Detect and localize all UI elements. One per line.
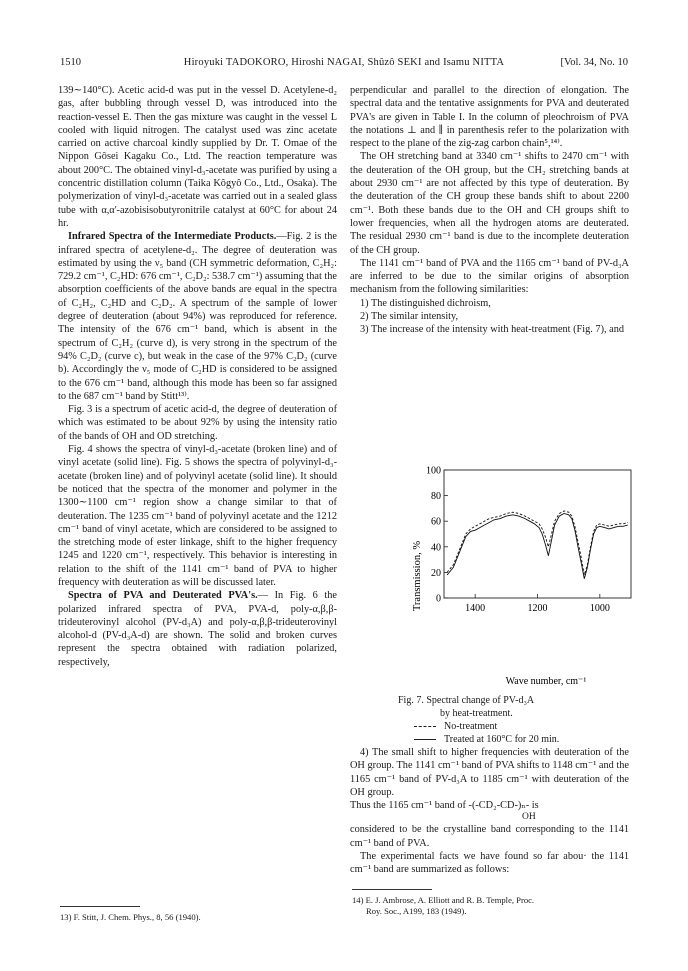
- paragraph: The experimental facts we have found so far abou· the 1141 cm⁻¹ band are summarized as follows:: [350, 851, 629, 876]
- x-tick-label: 1400: [465, 603, 486, 614]
- footnote-rule-right: [352, 889, 432, 890]
- x-tick-label: 1200: [527, 603, 548, 614]
- x-tick-label: 1000: [589, 603, 610, 614]
- formula-oh: OH: [522, 812, 536, 823]
- paragraph-text: —Fig. 2 is the infrared spectra of acetylene-d₂. The degree of deuteration was estimated by using the ν₅ band (CH symmetric deformation, C₂H₂: 729.2 cm⁻¹, C₂HD: 676 cm⁻¹, C₂D₂: 538.7 cm⁻¹) assuming that the absorption coefficients of the above bands are equal in the spectra of C₂H₂, C₂HD and C₂D₂. A spectrum of the sample of lower degree of deuteration (about 94%) was reproduced for reference. The intensity of the 676 cm⁻¹ band, which is absent in the spectrum of C₂H₂ (curve d), is very strong in the spectrum of the 94% C₂D₂ (curve c), but weak in the case of the 97% C₂D₂ (curve b). Accordingly the ν₅ mode of C₂HD is considered to be assigned to the 676 cm⁻¹ band, although this mode has been so far assigned to the 687 cm⁻¹ band by Stitt¹³⁾.: [58, 231, 337, 402]
- paragraph: considered to be the crystalline band corresponding to the 1141 cm⁻¹ band of PVA.: [350, 824, 629, 849]
- list-item: 1) The distinguished dichroism,: [360, 297, 491, 309]
- right-column-lower: [350, 746, 629, 877]
- legend-broken-swatch: [414, 726, 436, 727]
- chart-axes: [444, 470, 631, 598]
- page-number: 1510: [60, 57, 81, 68]
- list-item: 2) The similar intensity,: [360, 311, 459, 323]
- chart-ticks: [426, 466, 610, 615]
- footnote-rule-left: [60, 906, 140, 907]
- legend-broken-label: No-treatment: [444, 721, 498, 732]
- footnote-13: 13) F. Stitt, J. Chem. Phys., 8, 56 (1940).: [60, 912, 201, 922]
- caption-title: Fig. 7. Spectral change of PV-d₃A: [398, 695, 535, 706]
- series-line-no-treatment: [447, 511, 628, 575]
- caption-subtitle: by heat-treatment.: [440, 708, 513, 719]
- y-tick-label: 0: [436, 593, 441, 605]
- footnote-14-line2: Roy. Soc., A199, 183 (1949).: [366, 906, 467, 916]
- right-column: [350, 84, 629, 337]
- y-tick-label: 100: [426, 465, 441, 477]
- chart-series: [447, 511, 628, 579]
- paragraph-text: — In Fig. 6 the polarized infrared spectra of PVA, PVA-d, poly-α,β,β-trideuterovinyl alcohol (PV-d₃A) and poly-α,β,β-trideuterovinyl alcohol-d (PV-d₃A-d) are shown. The solid and broken curves represent the spectra obtained with radiation polarized, respectively,: [58, 590, 337, 668]
- footnote-14-line1: 14) E. J. Ambrose, A. Elliott and R. B. Temple, Proc.: [352, 895, 535, 905]
- list-item: 3) The increase of the intensity with heat-treatment (Fig. 7), and: [360, 324, 625, 336]
- paragraph: Fig. 3 is a spectrum of acetic acid-d, the degree of deuteration of which was estimated to be about 92% by using the intensity ratio of the bands of OH and OD stretching.: [58, 404, 337, 442]
- legend-solid-label: Treated at 160°C for 20 min.: [444, 734, 560, 745]
- legend-solid-swatch: [414, 739, 436, 740]
- footnote-14: [352, 895, 637, 917]
- header-volume: [Vol. 34, No. 10: [560, 57, 628, 68]
- left-column: [58, 84, 337, 669]
- figure-caption: [398, 694, 638, 746]
- paragraph-formula-line: Thus the 1165 cm⁻¹ band of -(-CD₂-CD-)ₙ- is: [350, 800, 539, 812]
- y-axis-label: Transmission, %: [412, 540, 423, 612]
- figure-7-chart: [396, 458, 646, 692]
- paragraph: [58, 589, 337, 669]
- paragraph: 4) The small shift to higher frequencies with deuteration of the OH group. The 1141 cm⁻¹ band of PVA shifts to 1148 cm⁻¹ and the 1165 cm⁻¹ band of PV-d₃A to 1185 cm⁻¹ with deuteration of the OH group.: [350, 747, 629, 798]
- paragraph: The 1141 cm⁻¹ band of PVA and the 1165 cm⁻¹ band of PV-d₃A are inferred to be due to the similar origins of absorption mechanism from the following similarities:: [350, 257, 629, 296]
- y-tick-label: 60: [431, 516, 441, 528]
- similarity-list: [350, 297, 629, 337]
- x-axis-label: Wave number, cm⁻¹: [505, 676, 587, 687]
- running-header: [60, 56, 628, 70]
- paragraph: Fig. 4 shows the spectra of vinyl-d₃-acetate (broken line) and of vinyl acetate (solid line). Fig. 5 shows the spectra of polyvinyl-d₃-acetate (broken line) and of polyvinyl acetate (solid line). It should be noticed that the spectra of the monomer and polymer in the 1300∼1100 cm⁻¹ region show a change similar to that of deuteration. The 1235 cm⁻¹ band of polyvinyl acetate and the 1212 cm⁻¹ band of vinyl acetate, which are considered to be assigned to the stretching mode of ester linkage, shift to the higher frequency 1245 and 1220 cm⁻¹, respectively. This behavior is interesting in relation to the shift of the 1141 cm⁻¹ band of PVA to higher frequency with deuteration as will be discussed later.: [58, 444, 337, 588]
- header-authors: Hiroyuki TADOKORO, Hiroshi NAGAI, Shûzô SEKI and Isamu NITTA: [183, 57, 505, 68]
- y-tick-label: 20: [431, 567, 441, 579]
- paragraph: [58, 230, 337, 403]
- y-tick-label: 40: [431, 542, 441, 554]
- series-line-treated: [447, 514, 628, 579]
- paragraph: 139∼140°C). Acetic acid-d was put in the vessel D. Acetylene-d₂ gas, after bubbling through vessel D, was introduced into the reaction-vessel E. Then the gas mixture was caught in the vessel L cooled with liquid nitrogen. The catalyst used was zinc acetate carried on active charcoal kindly supplied by Dr. T. Omae of the Nippon Gôsei Kagaku Co., Ltd. The reaction temperature was about 200°C. The obtained vinyl-d₃-acetate was purified by using a concentric distillation column (Taika Kôgyô Co., Ltd., Osaka). The polymerization of vinyl-d₃-acetate was carried out in a sealed glass tube with α,α'-azobisisobutyronitrile catalyst at 60°C for about 24 hr.: [58, 85, 337, 229]
- section-heading: Spectra of PVA and Deuterated PVA's.: [68, 590, 258, 602]
- y-tick-label: 80: [431, 491, 441, 503]
- legend-broken: [398, 720, 638, 733]
- section-heading: Infrared Spectra of the Intermediate Products.: [68, 231, 277, 243]
- paragraph: perpendicular and parallel to the direction of elongation. The spectral data and the tentative assignments for PVA and deuterated PVA's are given in Table I. In the column of pleochroism of PVA the notations ⊥ and ∥ in parenthesis refer to the polarization with respect to the plane of the zig-zag carbon chain⁵,¹⁴⁾.: [350, 85, 629, 150]
- plot-frame: [444, 470, 631, 598]
- paragraph: The OH stretching band at 3340 cm⁻¹ shifts to 2470 cm⁻¹ with the deuteration of the OH group, but the CH₂ stretching bands at about 2930 cm⁻¹ are not affected by this type of deuteration. By the deuteration of the CH group these bands shift to about 2200 cm⁻¹. Both these bands due to the OH and CH groups shift to lower frequencies, when all the hydrogen atoms are deuterated. The residual 2930 cm⁻¹ band is due to the incomplete deuteration of the CH group.: [350, 151, 629, 256]
- legend-solid: [398, 733, 638, 746]
